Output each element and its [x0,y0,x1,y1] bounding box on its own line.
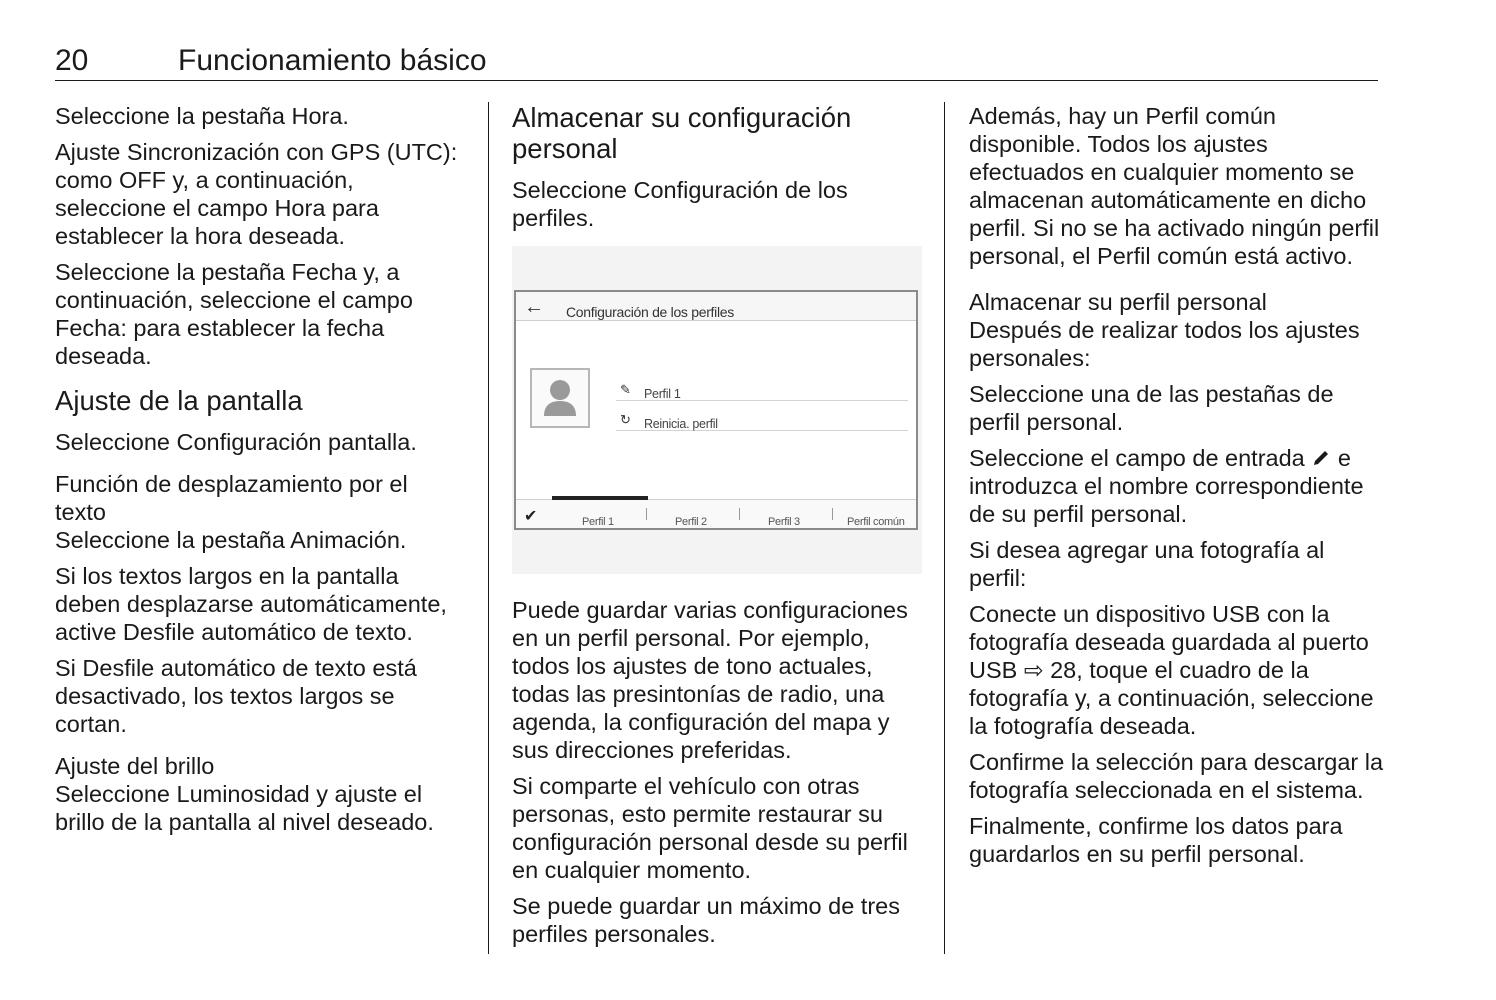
profile-name-field[interactable] [616,372,908,401]
screen-title-bar [516,292,916,321]
paragraph: Si los textos largos en la pantalla deben desplazarse automáticamente, active Desfile automático de texto. [55,563,447,645]
paragraph: Finalmente, confirme los datos para guardarlos en su perfil personal. [969,813,1343,867]
section-heading-store-config: Almacenar su configuración personal [512,102,852,164]
chapter-title: Funcionamiento básico [178,44,487,77]
paragraph: Conecte un dispositivo USB con la fotografía deseada guardada al puerto USB ⇨ 28, toque el cuadro de la fotografía y, a continuación, seleccione la fotografía deseada. [969,601,1374,739]
profile-settings-screenshot [512,246,922,574]
tab-separator [832,508,833,520]
paragraph: Ajuste Sincronización con GPS (UTC): como OFF y, a continuación, seleccione el campo Hora para establecer la hora deseada. [55,139,458,249]
section-heading-display: Ajuste de la pantalla [55,385,303,416]
paragraph: Se puede guardar un máximo de tres perfiles personales. [512,893,900,947]
tab-profile-3[interactable]: Perfil 3 [768,516,800,528]
column-divider [944,102,945,954]
screen-title: Configuración de los perfiles [566,304,734,320]
paragraph: Seleccione la pestaña Animación. [55,527,407,553]
subheading-text-scroll: Función de desplazamiento por el texto [55,471,408,525]
paragraph: Confirme la selección para descargar la fotografía seleccionada en el sistema. [969,749,1384,803]
tab-separator [646,508,647,520]
paragraph: Si desea agregar una fotografía al perfil: [969,537,1325,591]
paragraph: Puede guardar varias configuraciones en un perfil personal. Por ejemplo, todos los ajustes de tono actuales, todas las presintonías de radio, una agenda, la configuración del mapa y sus direcciones preferidas. [512,597,908,763]
profile-name-label: Perfil 1 [644,387,681,401]
active-tab-indicator [552,496,648,500]
tab-common-profile[interactable]: Perfil común [847,516,905,528]
profile-tab-bar [516,499,916,528]
paragraph: Seleccione Luminosidad y ajuste el brillo de la pantalla al nivel deseado. [55,781,434,835]
paragraph-part: e introduzca el nombre correspondiente de su perfil personal. [969,445,1364,527]
column-2 [512,102,927,956]
paragraph: Después de realizar todos los ajustes personales: [969,317,1360,371]
page-number: 20 [55,44,89,77]
paragraph: Si comparte el vehículo con otras personas, esto permite restaurar su configuración personal desde su perfil en cualquier momento. [512,773,908,883]
page-header [55,40,1378,81]
subheading-store-profile: Almacenar su perfil personal [969,289,1267,315]
reset-profile-label: Reinicia. perfil [644,417,718,431]
pencil-icon [1311,448,1331,468]
tab-separator [739,508,740,520]
subheading-brightness: Ajuste del brillo [55,753,215,779]
tab-profile-2[interactable]: Perfil 2 [675,516,707,528]
column-3 [969,102,1384,876]
paragraph-part: Seleccione el campo de entrada [969,445,1305,471]
paragraph: Si Desfile automático de texto está desactivado, los textos largos se cortan. [55,655,417,737]
paragraph: Seleccione la pestaña Fecha y, a continuación, seleccione el campo Fecha: para establecer la fecha deseada. [55,259,413,369]
paragraph: Seleccione una de las pestañas de perfil personal. [969,381,1334,435]
person-icon [532,370,588,426]
paragraph: Seleccione la pestaña Hora. [55,103,349,129]
infotainment-screen [514,290,918,530]
reset-profile-item[interactable] [616,402,908,431]
back-arrow-icon[interactable]: ← [524,296,544,318]
paragraph: Además, hay un Perfil común disponible. Todos los ajustes efectuados en cualquier momento se almacenan automáticamente en dicho perfil. Si no se ha activado ningún perfil personal, el Perfil común está activo. [969,103,1380,269]
reset-icon: ↻ [620,412,631,427]
pencil-icon: ✎ [620,382,631,397]
paragraph: Seleccione Configuración pantalla. [55,429,417,455]
column-1 [55,102,465,844]
checkmark-icon[interactable]: ✔ [524,508,538,525]
profile-photo-box[interactable] [530,368,590,428]
tab-profile-1[interactable]: Perfil 1 [582,516,614,528]
paragraph: Seleccione Configuración de los perfiles. [512,177,848,231]
paragraph [969,444,1384,528]
column-divider [488,102,489,954]
